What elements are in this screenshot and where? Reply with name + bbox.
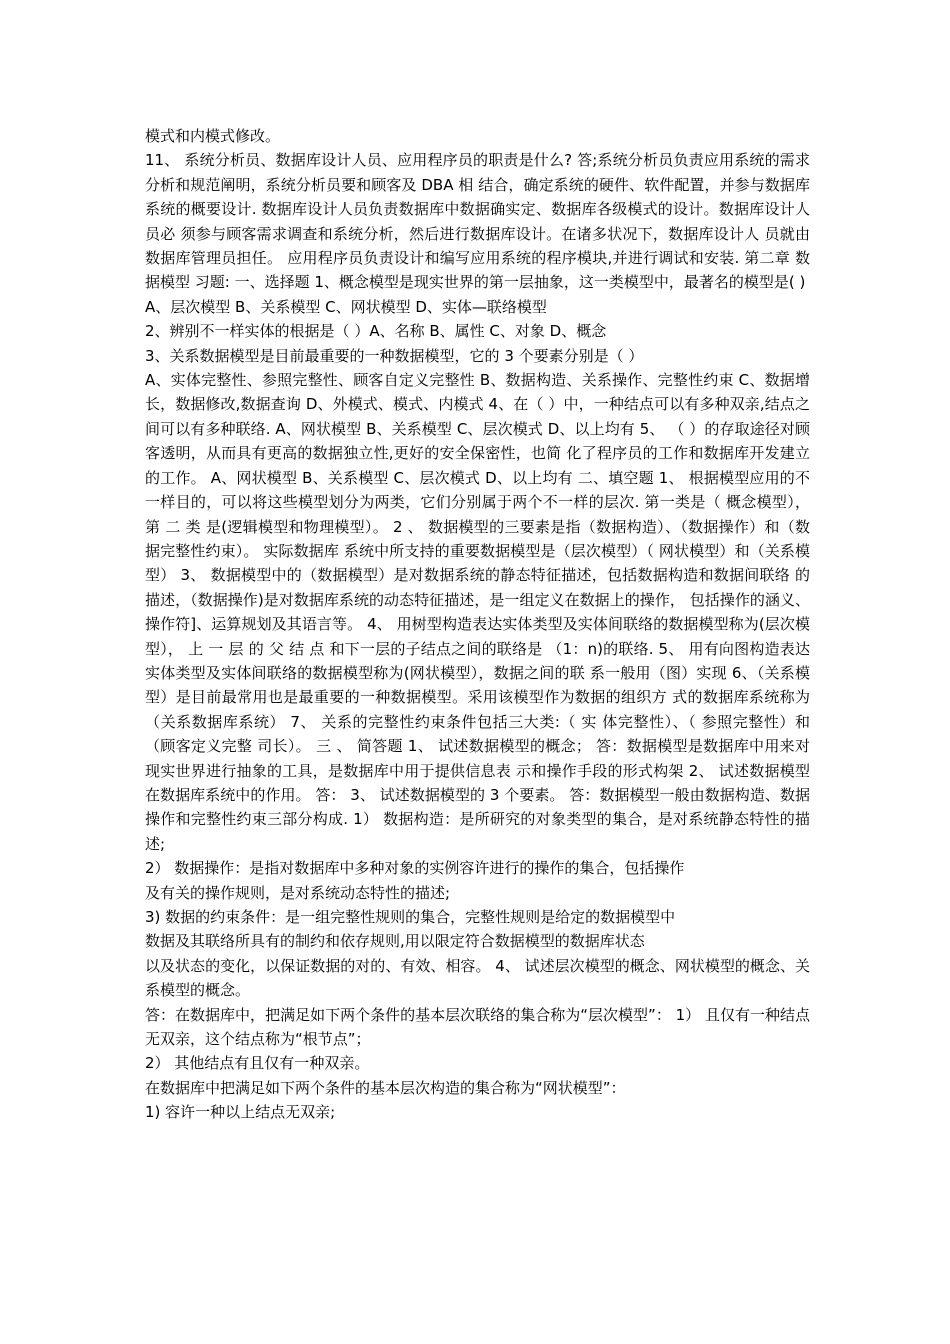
paragraph: 在数据库中把满足如下两个条件的基本层次构造的集合称为“网状模型”： bbox=[145, 1078, 626, 1097]
paragraph: 2、辨别不一样实体的根据是（ ）A、名称 B、属性 C、对象 D、概念 bbox=[145, 322, 607, 341]
paragraph: 以及状态的变化，以保证数据的对的、有效、相容。 4、 试述层次模型的概念、网状模型的概念、关系模型的概念。 bbox=[145, 956, 810, 1000]
paragraph: 11、 系统分析员、数据库设计人员、应用程序员的职责是什么? 答;系统分析员负责应用系统的需求分析和规范阐明，系统分析员要和顾客及 DBA 相 结合，确定系统的硬件、软件配置，并参与数据库系统的概要设计. 数据库设计人员负责数据库中数据确实定、数据库各级模式的设计。数据库设计人员必 须参与顾客需求调查和系统分析，然后进行数据库设计。在诸多状况下，数据库设计人 员就由数据库管理员担任。 应用程序员负责设计和编写应用系统的程序模块,并进行调试和安装. 第二章 数据模型 习题: 一、选择题 1、概念模型是现实世界的第一层抽象，这一类模型中，最著名的模型是( ) bbox=[145, 151, 810, 292]
paragraph: A、层次模型 B、关系模型 C、网状模型 D、实体—联络模型 bbox=[145, 297, 547, 316]
paragraph: A、实体完整性、参照完整性、顾客自定义完整性 B、数据构造、关系操作、完整性约束 C、数据增长，数据修改,数据查询 D、外模式、模式、内模式 4、在（ ）中，一种结点可以有多种双亲,结点之间可以有多种联络. A、网状模型 B、关系模型 C、层次模式 D、以上均有 5、 （ ）的存取途径对顾客透明，从而具有更高的数据独立性,更好的安全保密性，也简 化了程序员的工作和数据库开发建立的工作。 A、网状模型 B、关系模型 C、层次模式 D、以上均有 二、填空题 1、 根据模型应用的不一样目的，可以将这些模型划分为两类，它们分别属于两个不一样的层次. 第一类是（ 概念模型）， 第 二 类 是(逻辑模型和物理模型）。 2 、 数据模型的三要素是指（数据构造）、（数据操作）和（数据完整性约束）。 实际数据库 系统中所支持的重要数据模型是（层次模型）（ 网状模型）和（关系模型） 3、 数据模型中的（数据模型）是对数据系统的静态特征描述，包括数据构造和数据间联络 的描述，（数据操作)是对数据库系统的动态特征描述，是一组定义在数据上的操作， 包括操作的涵义、操作符]、运算规划及其语言等。 4、 用树型构造表达实体类型及实体间联络的数据模型称为(层次模型）， 上 一 层 的 父 结 点 和下一层的子结点之间的联络是 （1：n)的联络. 5、 用有向图构造表达实体类型及实体间联络的数据模型称为(网状模型），数据之间的联 系一般用（图）实现 6、（关系模型）是目前最常用也是最重要的一种数据模型。采用该模型作为数据的组织方 式的数据库系统称为（关系数据库系统） 7、 关系的完整性约束条件包括三大类:（ 实 体完整性）、（ 参照完整性）和（顾客定义完整 司长）。 三 、 简答题 1、 试述数据模型的概念； 答：数据模型是数据库中用来对现实世界进行抽象的工具，是数据库中用于提供信息表 示和操作手段的形式构架 2、 试述数据模型在数据库系统中的作用。 答： 3、 试述数据模型的 3 个要素。 答：数据模型一般由数据构造、数据操作和完整性约束三部分构成. 1） 数据构造：是所研究的对象类型的集合，是对系统静态特性的描述; bbox=[145, 371, 810, 853]
paragraph: 模式和内模式修改。 bbox=[145, 127, 281, 145]
paragraph: 2） 其他结点有且仅有一种双亲。 bbox=[145, 1054, 370, 1073]
paragraph: 3) 数据的约束条件：是一组完整性规则的集合，完整性规则是给定的数据模型中 bbox=[145, 908, 676, 926]
paragraph: 2） 数据操作：是指对数据库中多种对象的实例容许进行的操作的集合，包括操作 bbox=[145, 859, 685, 878]
paragraph: 1) 容许一种以上结点无双亲; bbox=[145, 1103, 336, 1122]
paragraph: 及有关的操作规则，是对系统动态特性的描述; bbox=[145, 883, 451, 902]
document-body bbox=[145, 124, 810, 1125]
paragraph: 数据及其联络所具有的制约和依存规则,用以限定符合数据模型的数据库状态 bbox=[145, 932, 645, 951]
paragraph: 3、关系数据模型是目前最重要的一种数据模型，它的 3 个要素分别是（ ） bbox=[145, 346, 644, 365]
paragraph: 答：在数据库中，把满足如下两个条件的基本层次联络的集合称为“层次模型”： 1） 且仅有一种结点无双亲，这个结点称为“根节点”； bbox=[145, 1005, 810, 1049]
